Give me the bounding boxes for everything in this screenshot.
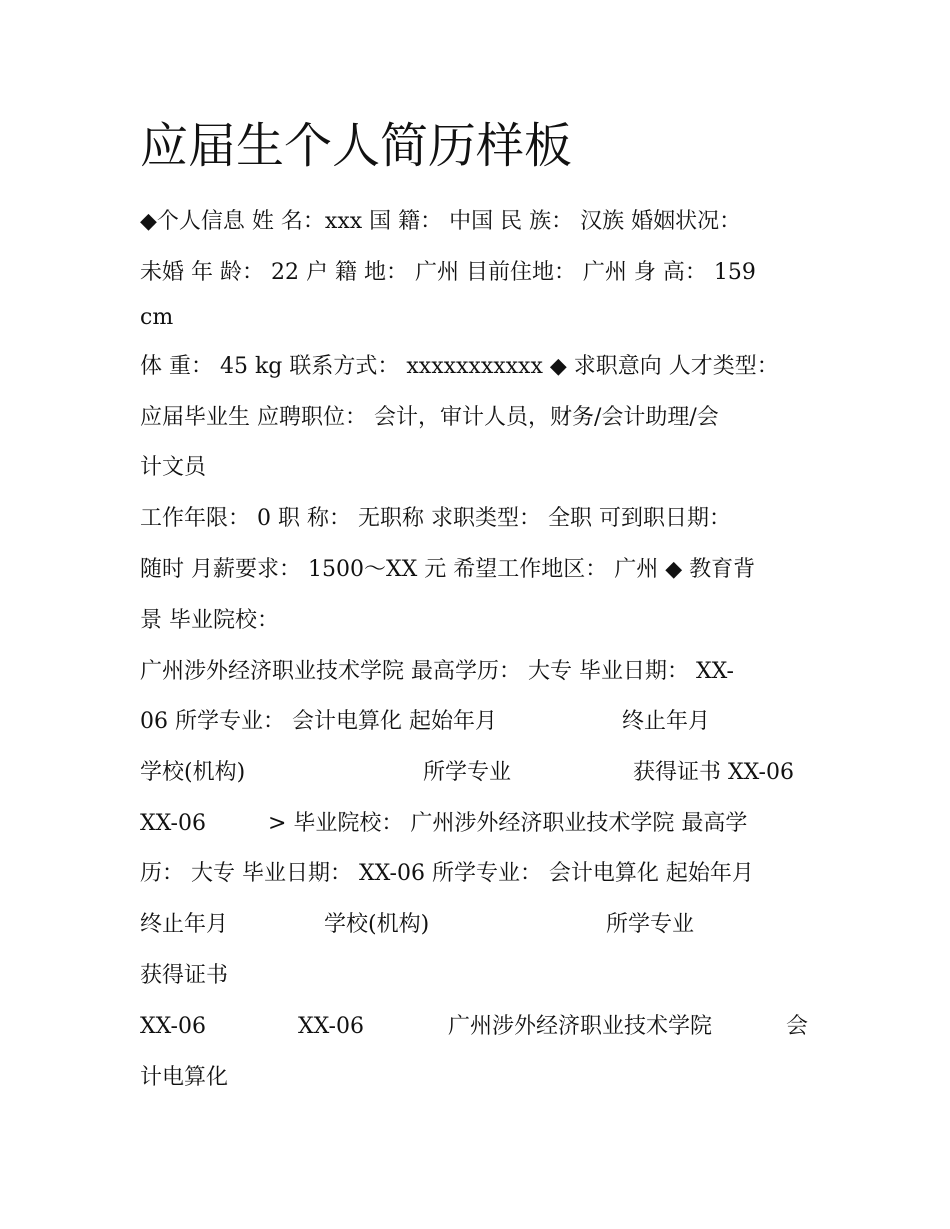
text-line-10: 广州涉外经济职业技术学院 最高学历： 大专 毕业日期： XX- (140, 659, 734, 684)
text-line-9: 景 毕业院校： (140, 608, 279, 633)
text-line-11-left: 06 所学专业： 会计电算化 起始年月 (140, 709, 497, 734)
cell-date: XX-06 (140, 811, 206, 836)
cell-school-header: 学校(机构) (140, 760, 246, 785)
text-line-12 (140, 758, 794, 788)
cell-certificate-header: 获得证书 XX-06 (633, 760, 794, 785)
text-line-15 (140, 910, 695, 940)
text-line-13 (140, 809, 748, 839)
cell-school-info: > 毕业院校： 广州涉外经济职业技术学院 最高学 (268, 811, 748, 836)
cell-major-header-2: 所学专业 (606, 912, 695, 937)
cell-end-date: XX-06 (298, 1014, 364, 1039)
text-line-6: 计文员 (140, 455, 207, 480)
text-line-11-end-month: 终止年月 (622, 709, 711, 734)
text-line-11 (140, 707, 711, 737)
text-line-3: cm (140, 305, 174, 330)
text-line-17 (140, 1012, 809, 1042)
text-line-14: 历： 大专 毕业日期： XX-06 所学专业： 会计电算化 起始年月 (140, 861, 754, 886)
text-line-2: 未婚 年 龄： 22 户 籍 地： 广州 目前住地： 广州 身 高： 159 (140, 260, 756, 285)
cell-school-name: 广州涉外经济职业技术学院 (448, 1014, 713, 1039)
text-line-16: 获得证书 (140, 963, 229, 988)
text-line-5: 应届毕业生 应聘职位： 会计，审计人员，财务/会计助理/会 (140, 405, 719, 430)
text-line-1: ◆个人信息 姓 名：xxx 国 籍： 中国 民 族： 汉族 婚姻状况： (140, 209, 742, 234)
cell-school-header-2: 学校(机构) (324, 912, 430, 937)
text-line-7: 工作年限： 0 职 称： 无职称 求职类型： 全职 可到职日期： (140, 506, 731, 531)
cell-major-start: 会 (786, 1014, 809, 1039)
text-line-8: 随时 月薪要求： 1500～XX 元 希望工作地区： 广州 ◆ 教育背 (140, 557, 756, 582)
text-line-4: 体 重： 45 kg 联系方式： xxxxxxxxxxx ◆ 求职意向 人才类型： (140, 354, 779, 379)
text-line-18: 计电算化 (140, 1065, 229, 1090)
cell-end-month-header: 终止年月 (140, 912, 229, 937)
cell-major-header: 所学专业 (423, 760, 512, 785)
cell-start-date: XX-06 (140, 1014, 206, 1039)
page-title: 应届生个人简历样板 (140, 118, 573, 174)
